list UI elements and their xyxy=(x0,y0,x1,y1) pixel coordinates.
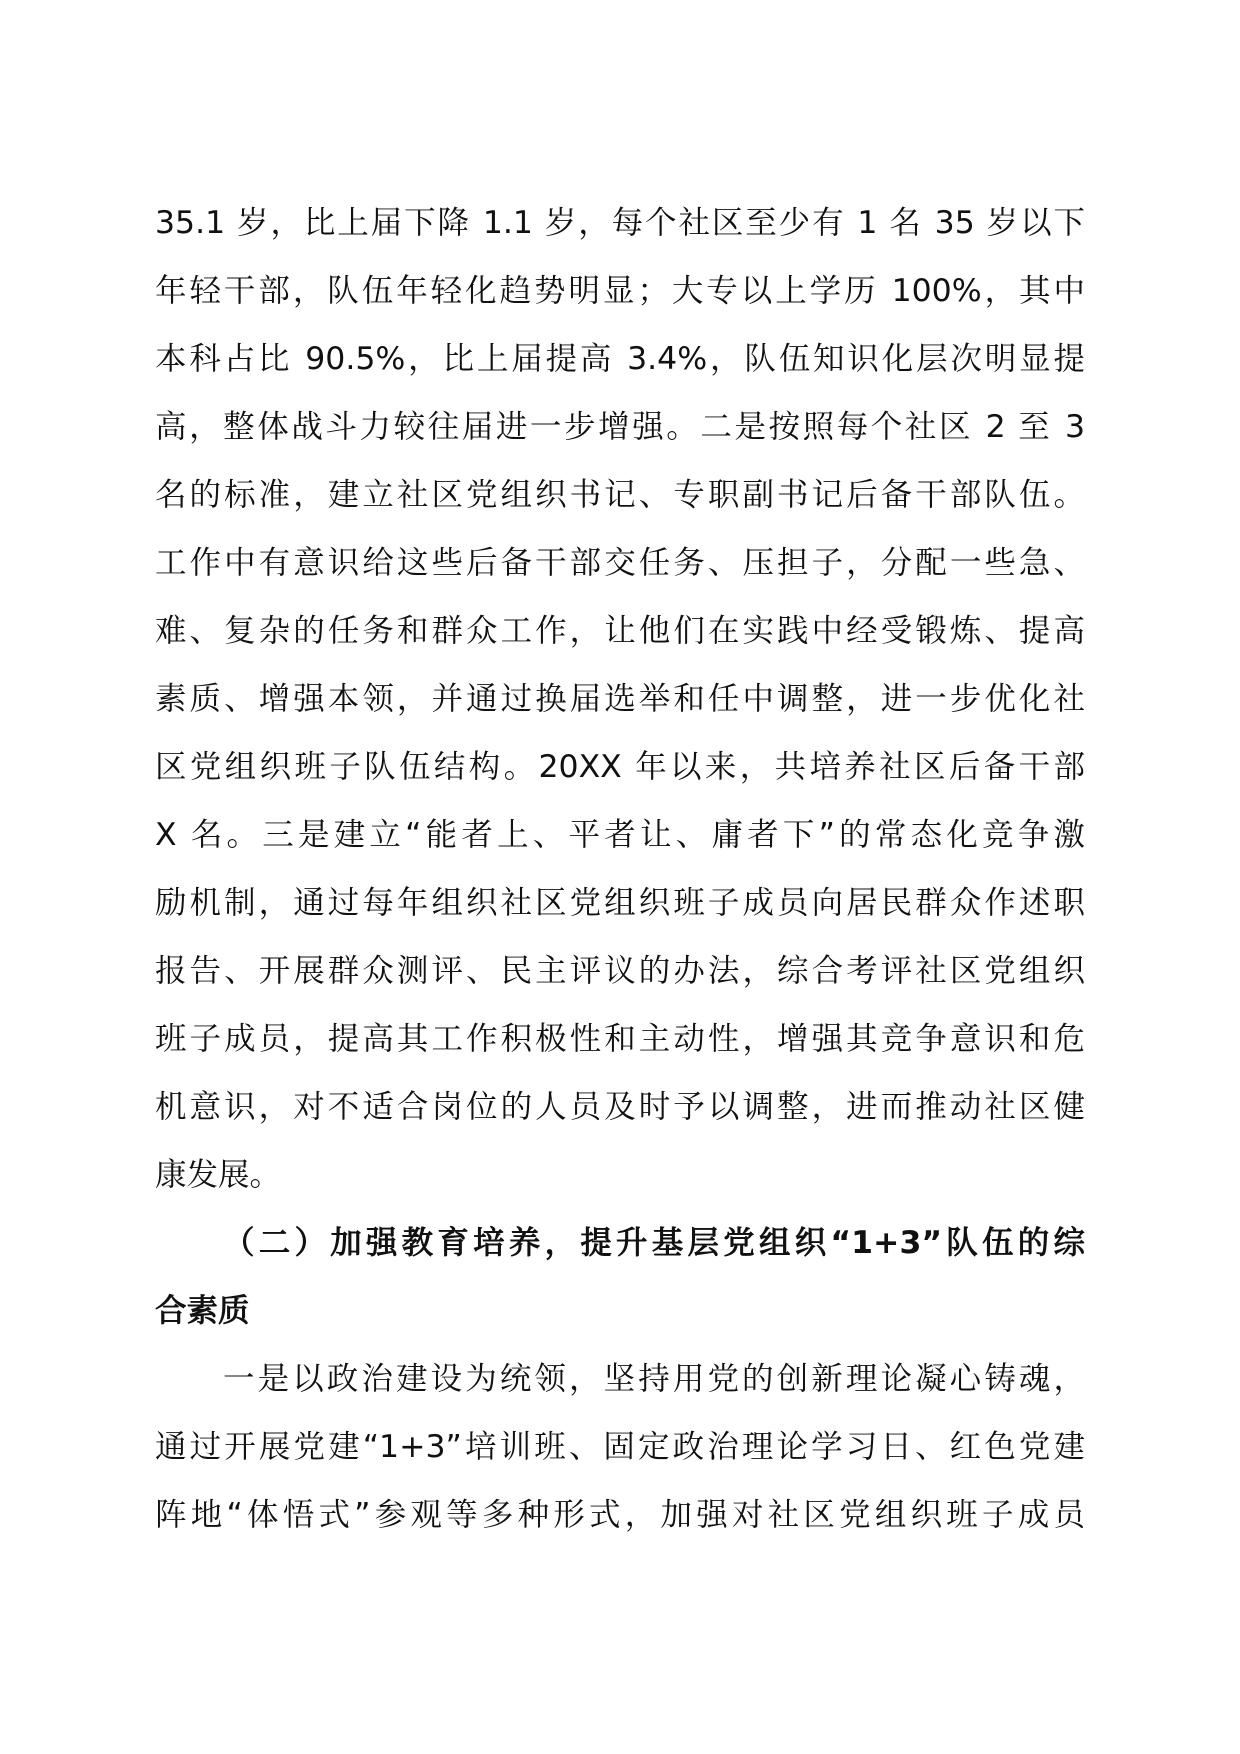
paragraph-line: 素质、增强本领，并通过换届选举和任中调整，进一步优化社 xyxy=(155,681,1085,717)
paragraph-line: 励机制，通过每年组织社区党组织班子成员向居民群众作述职 xyxy=(155,885,1085,921)
heading-line: （二）加强教育培养，提升基层党组织“1+3”队伍的综 xyxy=(223,1225,1085,1261)
paragraph-line: 区党组织班子队伍结构。20XX 年以来，共培养社区后备干部 xyxy=(155,749,1085,785)
heading-line: 合素质 xyxy=(155,1293,250,1329)
paragraph-line: 机意识，对不适合岗位的人员及时予以调整，进而推动社区健 xyxy=(155,1089,1085,1125)
paragraph-line: 35.1 岁，比上届下降 1.1 岁，每个社区至少有 1 名 35 岁以下 xyxy=(155,205,1085,241)
paragraph-line: 一是以政治建设为统领，坚持用党的创新理论凝心铸魂， xyxy=(223,1361,1085,1397)
paragraph-line: 名的标准，建立社区党组织书记、专职副书记后备干部队伍。 xyxy=(155,477,1085,513)
paragraph-line: 本科占比 90.5%，比上届提高 3.4%，队伍知识化层次明显提 xyxy=(155,341,1085,377)
paragraph-line: 难、复杂的任务和群众工作，让他们在实践中经受锻炼、提高 xyxy=(155,613,1085,649)
body-paragraph-2 xyxy=(155,1345,1085,1549)
paragraph-line: 高，整体战斗力较往届进一步增强。二是按照每个社区 2 至 3 xyxy=(155,409,1085,445)
paragraph-line: 年轻干部，队伍年轻化趋势明显；大专以上学历 100%，其中 xyxy=(155,273,1085,309)
paragraph-line: 班子成员，提高其工作积极性和主动性，增强其竞争意识和危 xyxy=(155,1021,1085,1057)
section-heading xyxy=(155,1209,1085,1345)
paragraph-line: 阵地“体悟式”参观等多种形式，加强对社区党组织班子成员 xyxy=(155,1497,1085,1533)
paragraph-line: 通过开展党建“1+3”培训班、固定政治理论学习日、红色党建 xyxy=(155,1429,1085,1465)
paragraph-line: X 名。三是建立“能者上、平者让、庸者下”的常态化竞争激 xyxy=(155,817,1085,853)
paragraph-line: 康发展。 xyxy=(155,1157,282,1193)
body-paragraph-1 xyxy=(155,189,1085,1209)
paragraph-line: 报告、开展群众测评、民主评议的办法，综合考评社区党组织 xyxy=(155,953,1085,989)
paragraph-line: 工作中有意识给这些后备干部交任务、压担子，分配一些急、 xyxy=(155,545,1085,581)
